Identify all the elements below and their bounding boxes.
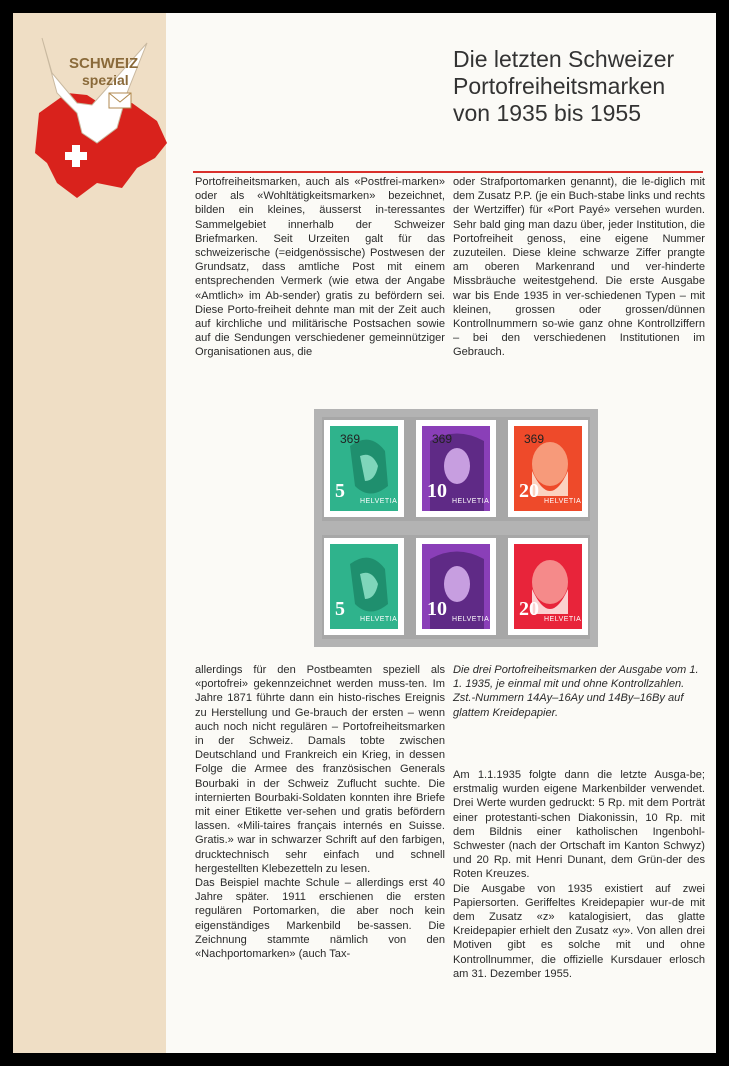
stamp-value: 20 — [519, 480, 539, 502]
stamp-country: HELVETIA — [544, 498, 582, 505]
paragraph: Portofreiheitsmarken, auch als «Postfrei-marken» oder als «Wohltätigkeitsmarken» bezeichnet, bilden ein kleines, äusserst in-teressantes Sammelgebiet innerhalb der Schweizer Briefmarken. Seit Urzeiten galt für das schweizerische (=eidgenössische) Postwesen der Grundsatz, dass amtliche Post mit einem entsprechenden Vermerk (wie etwa der Angabe «Amtlich» im Ab-sender) gratis zu befördern sei. Diese Porto-freiheit dehnte man mit der Zeit auch auf kirchliche und militärische Postsachen sowie auf die Sendungen verschiedener gemeinnütziger Organisationen aus, die — [195, 176, 445, 359]
stamp-country: HELVETIA — [360, 616, 398, 623]
stamp-country: HELVETIA — [544, 616, 582, 623]
control-number: 369 — [340, 432, 361, 446]
control-number: 369 — [432, 432, 453, 446]
stamp-20-without-number — [508, 538, 588, 635]
title-line-1: Die letzten Schweizer — [453, 46, 675, 72]
text-column-1 — [195, 175, 445, 360]
stamp-card — [314, 409, 598, 647]
title-line-3: von 1935 bis 1955 — [453, 100, 641, 126]
text-column-2 — [453, 175, 705, 360]
schweiz-spezial-logo — [27, 33, 177, 203]
stamp-value: 5 — [335, 598, 345, 620]
stamp-value: 5 — [335, 480, 345, 502]
paragraph: allerdings für den Postbeamten speziell als «portofrei» gekennzeichnet werden muss-ten. Im Jahre 1871 führte dann ein histo-risches Ereignis zu Herstellung und Ge-brauch der ersten – wenn auch noch nicht regulären – Portofreiheitsmarken in der Schweiz. Damals tobte zwischen Deutschland und Frankreich ein Krieg, in dessen Folge die Armee des französischen Generals Bourbaki in der Schweiz Zuflucht suchte. Die internierten Bourbaki-Soldaten konnten ihre Briefe mit einer Etikette ver-sehen und gratis befördern lassen. «Mili-taires français internés en Suisse. Gratis.» war in schwarzer Schrift auf den farbigen, drucktechnisch sehr einfach und schnell hergestellten Klebezetteln zu lesen. — [195, 664, 445, 875]
stamp-10-without-number — [416, 538, 496, 635]
stamp-strip-bottom — [322, 535, 590, 639]
text-column-3 — [195, 663, 445, 961]
stamp-5-with-number — [324, 420, 404, 517]
stamp-country: HELVETIA — [452, 498, 490, 505]
paragraph: Das Beispiel machte Schule – allerdings erst 40 Jahre später. 1911 erschienen die ersten regulären Portomarken, die aber noch kein eigenständiges Markenbild be-sassen. Die Zeichnung stammte nämlich von den «Nachportomarken» (auch Tax- — [195, 877, 445, 961]
paragraph: oder Strafportomarken genannt), die le-diglich mit dem Zusatz P.P. (je ein Buch-stabe links und rechts der Wertziffer) für «Port Payé» versehen wurden. Sehr bald ging man dazu über, jeder Institution, die Portofreiheit genoss, eine eigene Nummer zuzuteilen. Diese kleine schwarze Ziffer prangte am oberen Markenrand und ver-hinderte Missbräuche weitestgehend. Die erste Ausgabe war bis Ende 1935 in ver-schiedenen Typen – mit kleinen, grossen oder grossen/dünnen Kontrollnummern so-wie ganz ohne Kontrollziffern – bei den verschiedenen Institutionen im Gebrauch. — [453, 176, 705, 359]
stamp-strip-top — [322, 417, 590, 521]
logo-text-spezial: spezial — [82, 72, 129, 88]
stamp-country: HELVETIA — [360, 498, 398, 505]
brochure-page — [13, 13, 716, 1053]
logo-text-schweiz: SCHWEIZ — [69, 55, 139, 72]
stamp-caption: Die drei Portofreiheitsmarken der Ausgabe vom 1. 1. 1935, je einmal mit und ohne Kontrollzahlen. Zst.-Nummern 14Ay–16Ay und 14By–16By auf glattem Kreidepapier. — [453, 664, 699, 719]
stamp-country: HELVETIA — [452, 616, 490, 623]
stamp-value: 10 — [427, 598, 447, 620]
red-divider — [193, 171, 703, 173]
stamp-5-without-number — [324, 538, 404, 635]
stamp-value: 10 — [427, 480, 447, 502]
page-title — [453, 46, 723, 127]
text-column-4 — [453, 768, 705, 981]
stamp-20-with-number — [508, 420, 588, 517]
paragraph: Am 1.1.1935 folgte dann die letzte Ausga-be; erstmalig wurden eigene Markenbilder verwendet. Drei Werte wurden gedruckt: 5 Rp. mit dem Porträt einer protestanti-schen Diakonissin, 10 Rp. mit dem Bildnis einer katholischen Ingenbohl-Schwester (nach der Ortschaft im Kanton Schwyz) und 20 Rp. mit Henri Dunant, dem Grün-der des Roten Kreuzes. — [453, 769, 705, 881]
control-number: 369 — [524, 432, 545, 446]
title-line-2: Portofreiheitsmarken — [453, 73, 666, 99]
paragraph: Die Ausgabe von 1935 existiert auf zwei Papiersorten. Geriffeltes Kreidepapier wur-de mit dem Zusatz «z» katalogisiert, das glatte Kreidepapier erhielt den Zusatz «y». Von allen drei Motiven gibt es solche mit und ohne Kontrollnummer, die offizielle Kursdauer erlosch am 31. Dezember 1955. — [453, 882, 705, 980]
stamp-10-with-number — [416, 420, 496, 517]
stamp-value: 20 — [519, 598, 539, 620]
